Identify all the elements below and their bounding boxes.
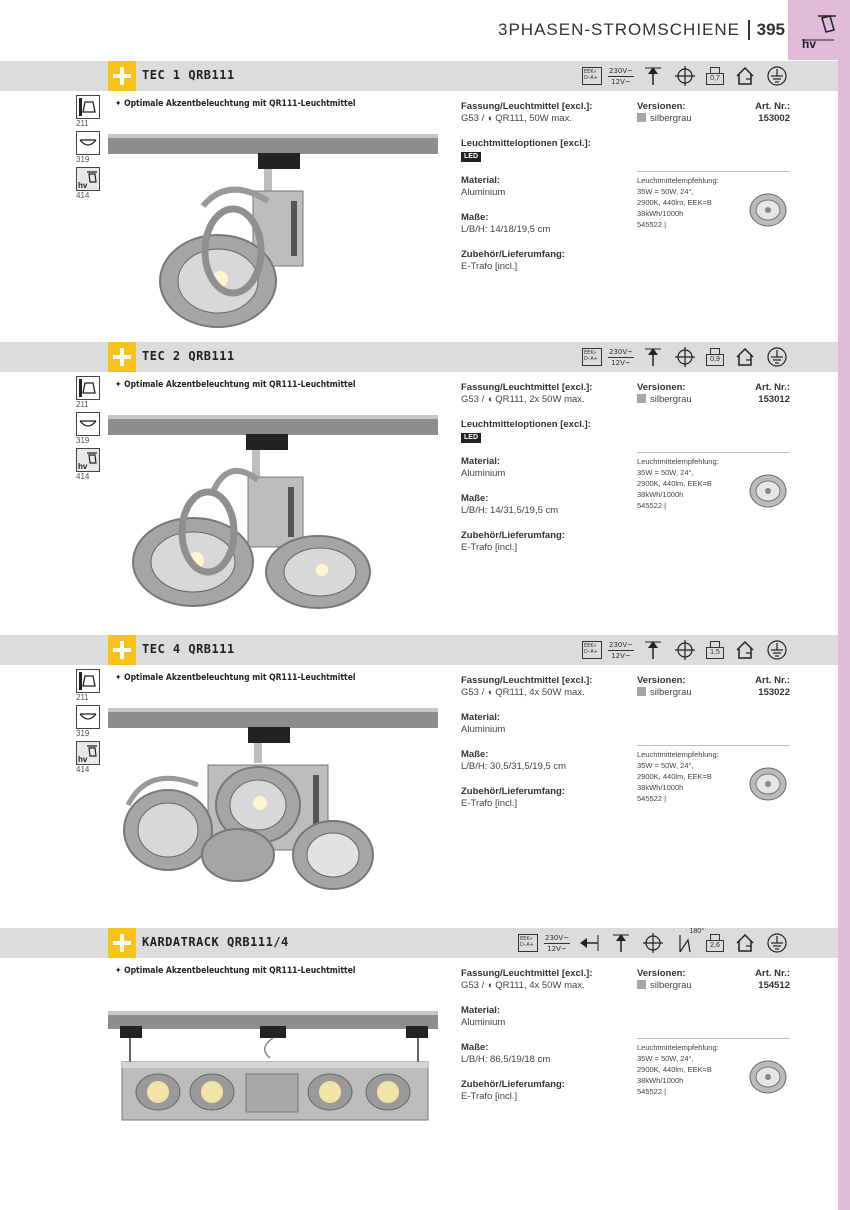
rec-line: 545522 | xyxy=(637,794,667,803)
rec-line: 38kWh/1000h xyxy=(637,1076,684,1085)
vertical-arrow-icon xyxy=(640,344,666,370)
rec-line: 2900K, 440lm, EEK=B xyxy=(637,1065,712,1074)
product-photo xyxy=(108,705,438,915)
ceiling-mount-icon xyxy=(76,705,100,729)
product-block-tec4 xyxy=(0,635,838,925)
led-icon: LED xyxy=(461,433,481,443)
protection-class-icon xyxy=(764,344,790,370)
rec-line: 38kWh/1000h xyxy=(637,783,684,792)
weight-icon xyxy=(704,639,726,661)
tagline-text: Optimale Akzentbeleuchtung mit QR111-Leuchtmittel xyxy=(124,966,356,976)
article-number: 154512 xyxy=(758,980,790,991)
rec-line: 35W = 50W, 24°, xyxy=(637,1054,694,1063)
material-label: Material: xyxy=(461,1005,501,1016)
weight-value: 2,6 xyxy=(706,940,724,952)
horizontal-arrow-icon xyxy=(576,930,602,956)
product-name: TEC 1 QRB111 xyxy=(142,68,235,82)
wall-mount-icon xyxy=(76,669,100,693)
qr111-lamp-image xyxy=(747,763,789,805)
socket-value: G53 / ◖ QR111, 2x 50W max. xyxy=(461,394,585,405)
material-label: Material: xyxy=(461,456,501,467)
product-name: TEC 4 QRB111 xyxy=(142,642,235,656)
voltage-icon xyxy=(608,640,634,661)
rec-title: Leuchtmittelempfehlung: xyxy=(637,1043,719,1052)
mount-ref-number: 319 xyxy=(76,436,90,445)
category-badge xyxy=(788,0,850,60)
spec-column xyxy=(461,101,636,286)
socket-label: Fassung/Leuchtmittel [excl.]: xyxy=(461,675,593,686)
art-nr-label: Art. Nr.: xyxy=(755,675,790,686)
socket-value: G53 / ◖ QR111, 4x 50W max. xyxy=(461,980,585,991)
spec-column xyxy=(461,382,636,567)
versions-label: Versionen: xyxy=(637,968,686,979)
tagline-text: Optimale Akzentbeleuchtung mit QR111-Leuchtmittel xyxy=(124,673,356,683)
color-swatch xyxy=(637,113,646,122)
rotation-icon xyxy=(640,930,666,956)
mount-ref-number: 319 xyxy=(76,155,90,164)
mount-ref-number: 211 xyxy=(76,119,89,128)
svg-text:hv: hv xyxy=(78,755,88,764)
weight-value: 0,9 xyxy=(706,354,724,366)
versions-table xyxy=(637,968,790,992)
voltage-icon xyxy=(608,66,634,87)
color-swatch xyxy=(637,980,646,989)
page-header xyxy=(0,0,850,60)
versions-label: Versionen: xyxy=(637,101,686,112)
spec-icon-row xyxy=(582,63,790,89)
rec-line: 38kWh/1000h xyxy=(637,209,684,218)
socket-label: Fassung/Leuchtmittel [excl.]: xyxy=(461,101,593,112)
mount-ref-number: 211 xyxy=(76,400,89,409)
dimensions-value: L/B/H: 14/31,5/19,5 cm xyxy=(461,505,559,516)
mount-ref-number: 414 xyxy=(76,765,90,774)
product-tagline: ✦ Optimale Akzentbeleuchtung mit QR111-Leuchtmittel xyxy=(115,99,356,109)
voltage-output: 12V~ xyxy=(608,357,634,368)
mount-ref-number: 414 xyxy=(76,191,90,200)
material-value: Aluminium xyxy=(461,1017,506,1028)
product-photo xyxy=(108,412,438,622)
product-photo xyxy=(108,1008,438,1128)
product-tagline: ✦ Optimale Akzentbeleuchtung mit QR111-Leuchtmittel xyxy=(115,380,356,390)
color-swatch xyxy=(637,394,646,403)
ceiling-mount-icon xyxy=(76,412,100,436)
rec-line: 35W = 50W, 24°, xyxy=(637,468,694,477)
dimensions-value: L/B/H: 14/18/19,5 cm xyxy=(461,224,551,235)
energy-label-icon: EEK» D–A+ xyxy=(518,934,538,952)
indoor-house-icon xyxy=(732,637,758,663)
protection-class-icon xyxy=(764,637,790,663)
dimensions-label: Maße: xyxy=(461,1042,489,1053)
material-label: Material: xyxy=(461,712,501,723)
energy-label-icon: EEK» D–A+ xyxy=(582,67,602,85)
tilt-angle-value: 180° xyxy=(689,928,704,935)
rec-line: 545522 | xyxy=(637,220,667,229)
product-photo xyxy=(108,131,438,341)
art-nr-label: Art. Nr.: xyxy=(755,968,790,979)
voltage-icon xyxy=(608,347,634,368)
svg-text:hv: hv xyxy=(78,462,88,471)
indoor-house-icon xyxy=(732,63,758,89)
product-tagline: ✦ Optimale Akzentbeleuchtung mit QR111-Leuchtmittel xyxy=(115,966,356,976)
qr111-lamp-image xyxy=(747,470,789,512)
weight-value: 1,5 xyxy=(706,647,724,659)
version-name: silbergrau xyxy=(650,687,692,698)
indoor-house-icon xyxy=(732,930,758,956)
led-icon: LED xyxy=(461,152,481,162)
rec-line: 2900K, 440lm, EEK=B xyxy=(637,772,712,781)
accessories-label: Zubehör/Lieferumfang: xyxy=(461,786,565,797)
version-name: silbergrau xyxy=(650,113,692,124)
product-block-tec1 xyxy=(0,61,838,341)
art-nr-label: Art. Nr.: xyxy=(755,101,790,112)
rec-line: 35W = 50W, 24°, xyxy=(637,761,694,770)
mounting-icons xyxy=(76,95,106,203)
dimensions-label: Maße: xyxy=(461,212,489,223)
vertical-arrow-icon xyxy=(640,63,666,89)
voltage-input: 230V~ xyxy=(608,640,633,649)
ceiling-mount-icon xyxy=(76,131,100,155)
tagline-text: Optimale Akzentbeleuchtung mit QR111-Leuchtmittel xyxy=(124,99,356,109)
voltage-icon xyxy=(544,933,570,954)
version-name: silbergrau xyxy=(650,980,692,991)
vertical-arrow-icon xyxy=(640,637,666,663)
mount-ref-number: 414 xyxy=(76,472,90,481)
rec-line: 545522 | xyxy=(637,1087,667,1096)
new-product-badge xyxy=(108,928,136,958)
product-name: KARDATRACK QRB111/4 xyxy=(142,935,289,949)
rec-line: 2900K, 440lm, EEK=B xyxy=(637,198,712,207)
product-block-kardatrack xyxy=(0,928,838,1198)
material-value: Aluminium xyxy=(461,468,506,479)
page-title: 3PHASEN-STROMSCHIENE xyxy=(498,20,740,39)
track-mount-icon xyxy=(76,448,100,472)
mounting-icons xyxy=(76,669,106,777)
color-swatch xyxy=(637,687,646,696)
socket-value: G53 / ◖ QR111, 50W max. xyxy=(461,113,572,124)
spec-icon-row xyxy=(518,930,790,956)
indoor-house-icon xyxy=(732,344,758,370)
voltage-input: 230V~ xyxy=(608,347,633,356)
weight-icon xyxy=(704,65,726,87)
voltage-output: 12V~ xyxy=(608,76,634,87)
new-product-badge xyxy=(108,61,136,91)
protection-class-icon xyxy=(764,930,790,956)
material-value: Aluminium xyxy=(461,724,506,735)
versions-label: Versionen: xyxy=(637,382,686,393)
material-value: Aluminium xyxy=(461,187,506,198)
accessories-value: E-Trafo [incl.] xyxy=(461,1091,518,1102)
product-block-tec2 xyxy=(0,342,838,632)
weight-icon xyxy=(704,346,726,368)
weight-icon xyxy=(704,932,726,954)
led-options-label: Leuchtmitteloptionen [excl.]: xyxy=(461,138,591,149)
track-spot-icon xyxy=(788,0,850,60)
version-name: silbergrau xyxy=(650,394,692,405)
spec-column xyxy=(461,968,636,1116)
accessories-value: E-Trafo [incl.] xyxy=(461,261,518,272)
mount-ref-number: 211 xyxy=(76,693,89,702)
dimensions-value: L/B/H: 30,5/31,5/19,5 cm xyxy=(461,761,567,772)
dimensions-label: Maße: xyxy=(461,749,489,760)
versions-table xyxy=(637,101,790,125)
energy-label-icon: EEK» D–A+ xyxy=(582,348,602,366)
chapter-color-strip xyxy=(838,60,850,1210)
accessories-label: Zubehör/Lieferumfang: xyxy=(461,530,565,541)
accessories-label: Zubehör/Lieferumfang: xyxy=(461,249,565,260)
rotation-icon xyxy=(672,344,698,370)
page-number: 395 xyxy=(756,20,785,39)
rec-line: 35W = 50W, 24°, xyxy=(637,187,694,196)
protection-class-icon xyxy=(764,63,790,89)
accessories-label: Zubehör/Lieferumfang: xyxy=(461,1079,565,1090)
spec-column xyxy=(461,675,636,823)
accessories-value: E-Trafo [incl.] xyxy=(461,798,518,809)
new-product-badge xyxy=(108,635,136,665)
versions-table xyxy=(637,382,790,406)
track-mount-icon xyxy=(76,741,100,765)
voltage-output: 12V~ xyxy=(544,943,570,954)
mount-ref-number: 319 xyxy=(76,729,90,738)
wall-mount-icon xyxy=(76,376,100,400)
article-number: 153012 xyxy=(758,394,790,405)
svg-text:hv: hv xyxy=(78,181,88,190)
socket-label: Fassung/Leuchtmittel [excl.]: xyxy=(461,968,593,979)
weight-value: 0,7 xyxy=(706,73,724,85)
rec-line: 545522 | xyxy=(637,501,667,510)
versions-table xyxy=(637,675,790,699)
rotation-icon xyxy=(672,63,698,89)
material-label: Material: xyxy=(461,175,501,186)
rec-title: Leuchtmittelempfehlung: xyxy=(637,176,719,185)
spec-icon-row xyxy=(582,344,790,370)
qr111-lamp-image xyxy=(747,1056,789,1098)
vertical-arrow-icon xyxy=(608,930,634,956)
track-mount-icon xyxy=(76,167,100,191)
mounting-icons xyxy=(76,376,106,484)
voltage-output: 12V~ xyxy=(608,650,634,661)
product-name: TEC 2 QRB111 xyxy=(142,349,235,363)
wall-mount-icon xyxy=(76,95,100,119)
accessories-value: E-Trafo [incl.] xyxy=(461,542,518,553)
product-tagline: ✦ Optimale Akzentbeleuchtung mit QR111-Leuchtmittel xyxy=(115,673,356,683)
hv-label: hv xyxy=(802,37,817,51)
art-nr-label: Art. Nr.: xyxy=(755,382,790,393)
energy-label-icon: EEK» D–A+ xyxy=(582,641,602,659)
article-number: 153002 xyxy=(758,113,790,124)
socket-value: G53 / ◖ QR111, 4x 50W max. xyxy=(461,687,585,698)
rec-line: 2900K, 440lm, EEK=B xyxy=(637,479,712,488)
led-options-label: Leuchtmitteloptionen [excl.]: xyxy=(461,419,591,430)
tagline-text: Optimale Akzentbeleuchtung mit QR111-Leuchtmittel xyxy=(124,380,356,390)
socket-label: Fassung/Leuchtmittel [excl.]: xyxy=(461,382,593,393)
rotation-icon xyxy=(672,637,698,663)
rec-line: 38kWh/1000h xyxy=(637,490,684,499)
versions-label: Versionen: xyxy=(637,675,686,686)
rec-title: Leuchtmittelempfehlung: xyxy=(637,750,719,759)
header-divider xyxy=(748,20,750,40)
voltage-input: 230V~ xyxy=(544,933,569,942)
tilt-angle-icon xyxy=(672,928,704,956)
spec-icon-row xyxy=(582,637,790,663)
qr111-lamp-image xyxy=(747,189,789,231)
dimensions-label: Maße: xyxy=(461,493,489,504)
rec-title: Leuchtmittelempfehlung: xyxy=(637,457,719,466)
voltage-input: 230V~ xyxy=(608,66,633,75)
dimensions-value: L/B/H: 86,5/19/18 cm xyxy=(461,1054,551,1065)
new-product-badge xyxy=(108,342,136,372)
article-number: 153022 xyxy=(758,687,790,698)
